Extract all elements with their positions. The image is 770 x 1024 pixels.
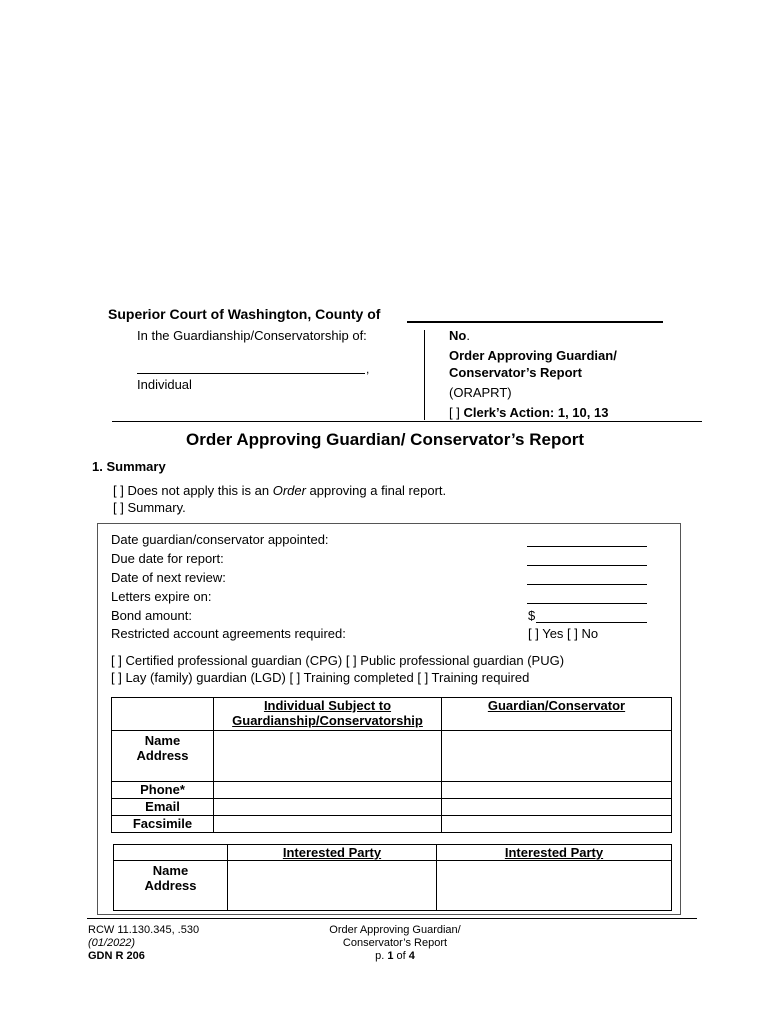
option-not-apply[interactable]: [113, 483, 446, 498]
footer-center: [300, 924, 490, 963]
guardian-email-cell[interactable]: [442, 799, 672, 816]
footer-left: [88, 924, 199, 963]
guardian-fax-cell[interactable]: [442, 816, 672, 833]
email-row-label: Email: [112, 799, 214, 816]
guardian-type-line2[interactable]: [ ] Lay (family) guardian (LGD) [ ] Training completed [ ] Training required: [111, 670, 530, 685]
due-date-field[interactable]: [527, 565, 647, 566]
footer-page-of: of: [393, 950, 409, 962]
guardian-header-label: Guardian/Conservator: [487, 698, 626, 713]
individual-column-header: [214, 698, 442, 731]
interested-party-table: [113, 844, 672, 911]
appointed-label: Date guardian/conservator appointed:: [111, 532, 329, 547]
party1-column-header: [228, 845, 437, 861]
party-corner-cell: [114, 845, 228, 861]
next-review-field[interactable]: [527, 584, 647, 585]
name-row-label: Name: [144, 733, 181, 748]
phone-row-label: Phone*: [112, 782, 214, 799]
individual-header-line2: Guardianship/Conservatorship: [232, 713, 423, 728]
party-name-address-row-label: [114, 861, 228, 911]
individual-phone-cell[interactable]: [214, 782, 442, 799]
footer-date: (01/2022): [88, 937, 136, 949]
restricted-yes-no[interactable]: [ ] Yes [ ] No: [528, 626, 599, 641]
party1-name-address-cell[interactable]: [228, 861, 437, 911]
clerk-action-text: Clerk’s Action: 1, 10, 13: [463, 405, 609, 420]
option-summary[interactable]: [ ] Summary.: [113, 500, 186, 515]
option-not-apply-suffix: approving a final report.: [305, 483, 447, 498]
in-the-matter-label: In the Guardianship/Conservatorship of:: [137, 328, 367, 343]
footer-title-line2: Conservator’s Report: [342, 937, 448, 949]
letters-expire-field[interactable]: [527, 603, 647, 604]
case-number: [449, 328, 470, 343]
individual-comma: ,: [366, 362, 370, 376]
footer-title-line1: Order Approving Guardian/: [329, 924, 461, 936]
caption-divider: [424, 330, 425, 420]
guardian-column-header: [442, 698, 672, 731]
address-row-label: Address: [136, 748, 189, 763]
guardian-name-address-cell[interactable]: [442, 731, 672, 782]
name-address-row-label: [112, 731, 214, 782]
footer-page-total: 4: [408, 950, 415, 962]
footer-page-prefix: p.: [375, 950, 388, 962]
case-number-dot: .: [466, 328, 470, 343]
bond-amount-field[interactable]: [536, 622, 647, 623]
restricted-label: Restricted account agreements required:: [111, 626, 346, 641]
court-title: Superior Court of Washington, County of: [108, 306, 381, 322]
individual-email-cell[interactable]: [214, 799, 442, 816]
footer-form-number: GDN R 206: [88, 950, 145, 962]
bond-dollar-sign: $: [528, 608, 536, 623]
individual-label: Individual: [137, 377, 192, 392]
party-name-row-label: Name: [152, 863, 189, 878]
option-not-apply-prefix: [ ] Does not apply this is an: [113, 483, 273, 498]
contact-table: [111, 697, 672, 833]
party-address-row-label: Address: [144, 878, 197, 893]
footer-page-current: 1: [387, 950, 394, 962]
party2-header-label: Interested Party: [504, 845, 604, 860]
doc-title-line2: Conservator’s Report: [449, 365, 582, 380]
individual-header-line1: Individual Subject to: [263, 698, 392, 713]
party2-column-header: [437, 845, 672, 861]
appointed-field[interactable]: [527, 546, 647, 547]
individual-fax-cell[interactable]: [214, 816, 442, 833]
caption-rule: [112, 421, 702, 422]
section-1-heading: 1. Summary: [92, 459, 166, 474]
due-date-label: Due date for report:: [111, 551, 224, 566]
individual-name-address-cell[interactable]: [214, 731, 442, 782]
doc-title-line1: Order Approving Guardian/: [449, 348, 617, 363]
party2-name-address-cell[interactable]: [437, 861, 672, 911]
individual-name-blank: [137, 373, 365, 374]
case-number-label: No: [449, 328, 467, 343]
clerk-action: [449, 405, 608, 420]
option-not-apply-italic: Order: [272, 483, 306, 498]
next-review-label: Date of next review:: [111, 570, 226, 585]
fax-row-label: Facsimile: [112, 816, 214, 833]
clerk-action-checkbox[interactable]: [ ]: [449, 405, 460, 420]
form-abbreviation: (ORAPRT): [449, 385, 512, 400]
party1-header-label: Interested Party: [282, 845, 382, 860]
footer-rule: [87, 918, 697, 919]
bond-amount-label: Bond amount:: [111, 608, 192, 623]
main-title: Order Approving Guardian/ Conservator’s Report: [186, 430, 584, 449]
table-corner-cell: [112, 698, 214, 731]
letters-expire-label: Letters expire on:: [111, 589, 212, 604]
guardian-type-line1[interactable]: [ ] Certified professional guardian (CPG) [ ] Public professional guardian (PUG): [111, 653, 565, 668]
guardian-phone-cell[interactable]: [442, 782, 672, 799]
footer-page-number: [300, 950, 490, 963]
footer-rcw: RCW 11.130.345, .530: [88, 924, 200, 936]
county-blank: [407, 321, 663, 323]
